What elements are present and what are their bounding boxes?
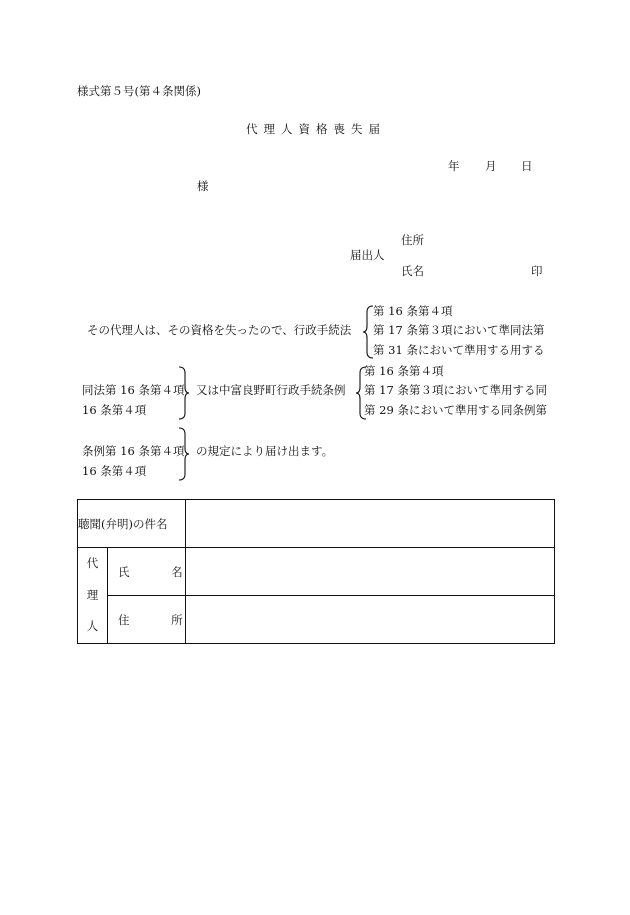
- addressee-suffix: 様: [197, 179, 209, 193]
- right-brace-3: [178, 427, 190, 481]
- brace2-line2: 第 17 条第３項において準用する同: [364, 383, 547, 397]
- block2-middle: 又は中富良野町行政手続条例: [196, 383, 346, 397]
- right-brace-2: [178, 366, 190, 420]
- date-day-label: 日: [521, 159, 533, 173]
- body-line1-left: その代理人は、その資格を失ったので、行政手続法: [87, 323, 352, 337]
- agent-name-label-char: 名: [171, 564, 183, 579]
- agent-address-label-char: 住: [118, 612, 130, 627]
- applicant-name-label: 氏名: [401, 264, 424, 278]
- seal-label: 印: [531, 264, 543, 278]
- document-title: 代理人資格喪失届: [246, 122, 386, 136]
- applicant-label: 届出人: [350, 248, 385, 262]
- brace2-line3: 第 29 条において準用する同条例第: [364, 403, 547, 417]
- agent-name-label-char: 氏: [118, 564, 130, 579]
- date-month-label: 月: [485, 159, 497, 173]
- agent-name-label-cell: [108, 548, 186, 596]
- agent-address-value-cell[interactable]: [186, 596, 555, 644]
- agent-name-value-cell[interactable]: [186, 548, 555, 596]
- block3-left-line2: 16 条第４項: [82, 464, 147, 478]
- table-row: [78, 548, 555, 596]
- agent-address-label-cell: [108, 596, 186, 644]
- date-year-label: 年: [448, 159, 460, 173]
- agent-char: 理: [86, 587, 99, 602]
- agent-label-cell: [78, 548, 108, 644]
- block2-left-line1: 同法第 16 条第４項: [82, 383, 185, 397]
- applicant-address-label: 住所: [401, 233, 424, 247]
- block2-left-line2: 16 条第４項: [82, 403, 147, 417]
- agent-char: 人: [86, 619, 99, 634]
- table-row: [78, 500, 555, 548]
- case-label-cell: [78, 500, 186, 548]
- agent-address-label-char: 所: [171, 612, 183, 627]
- table-row: [78, 596, 555, 644]
- case-label: 聴聞(弁明)の件名: [78, 516, 168, 531]
- form-number: 様式第５号(第４条関係): [77, 84, 201, 98]
- brace1-line1: 第 16 条第４項: [373, 304, 453, 318]
- agent-char: 代: [86, 556, 99, 571]
- block3-left-line1: 条例第 16 条第４項: [82, 444, 185, 458]
- case-value-cell[interactable]: [186, 500, 555, 548]
- brace2-line1: 第 16 条第４項: [364, 364, 444, 378]
- brace1-line2: 第 17 条第３項において準同法第: [373, 323, 545, 337]
- brace1-line3: 第 31 条において準用する用する: [373, 343, 545, 357]
- hearing-info-table: [77, 499, 555, 644]
- closing-text: の規定により届け出ます。: [196, 444, 334, 458]
